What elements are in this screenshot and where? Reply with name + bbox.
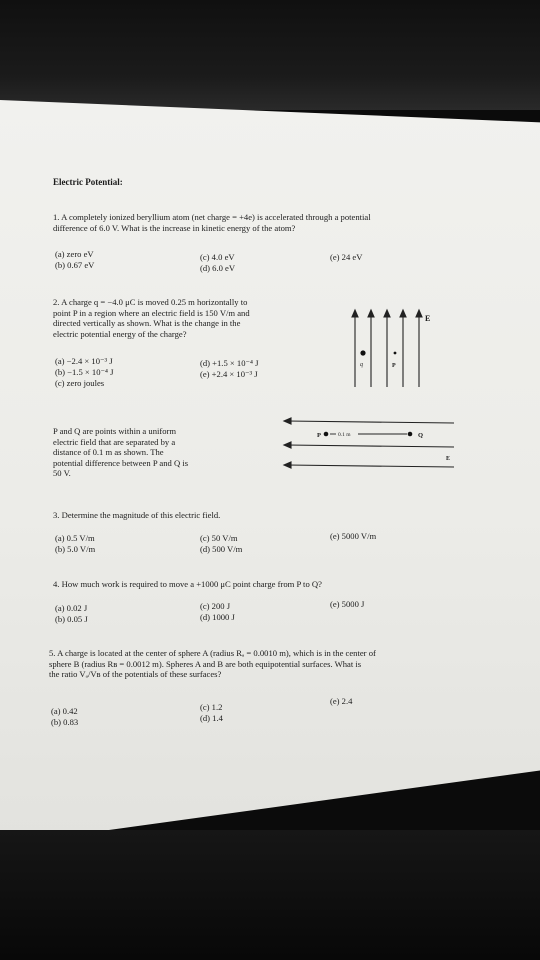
- q5-option-a: (a) 0.42: [51, 706, 78, 716]
- question-4-number: 4.: [53, 579, 60, 589]
- q4-option-c: (c) 200 J: [200, 601, 231, 611]
- question-2-line-4: electric potential energy of the charge?: [53, 328, 187, 339]
- question-5-line-1: A charge is located at the center of sphere A (radius Rₐ = 0.0010 m), which is in the center of: [57, 648, 376, 658]
- q2-field-diagram: [345, 305, 440, 390]
- pq-intro-line-1: P and Q are points within a uniform: [53, 426, 177, 436]
- q4-option-e: (e) 5000 J: [330, 599, 365, 609]
- pq-intro-line-2: electric field that are separated by a: [53, 436, 176, 447]
- q2-option-d: (d) +1.5 × 10⁻⁴ J: [200, 358, 259, 368]
- question-5-line-2: sphere B (radius Rʙ = 0.0012 m). Spheres A and B are both equipotential surfaces. What is: [49, 658, 362, 669]
- pq-field-diagram: [282, 412, 457, 472]
- pq-intro-line-3: distance of 0.1 m as shown. The: [53, 447, 164, 457]
- question-3-number: 3.: [53, 510, 60, 520]
- q1-option-b: (b) 0.67 eV: [55, 260, 95, 270]
- pq-point-p-dot: [324, 432, 329, 437]
- q4-option-b: (b) 0.05 J: [55, 614, 88, 624]
- q2-field-label: E: [425, 314, 431, 323]
- q2-charge-dot: [360, 350, 365, 355]
- q2-option-a: (a) −2.4 × 10⁻³ J: [55, 356, 113, 366]
- pq-p-label: P: [317, 432, 321, 439]
- q5-option-c: (c) 1.2: [200, 702, 223, 712]
- question-2-line-3: directed vertically as shown. What is the change in the: [53, 318, 241, 328]
- q2-point-dot: [394, 352, 397, 355]
- question-3-text: Determine the magnitude of this electric field.: [61, 510, 221, 520]
- q2-option-b: (b) −1.5 × 10⁻⁴ J: [55, 367, 114, 377]
- q1-option-e: (e) 24 eV: [330, 252, 363, 262]
- q5-option-d: (d) 1.4: [200, 713, 223, 723]
- pq-field-label: E: [446, 456, 451, 462]
- question-1: [53, 212, 371, 233]
- question-4-text: How much work is required to move a +1000 μC point charge from P to Q?: [61, 579, 322, 589]
- question-3: [53, 510, 220, 521]
- question-5: [49, 648, 376, 680]
- worksheet-heading: Electric Potential:: [53, 177, 123, 187]
- question-2-number: 2.: [53, 297, 60, 307]
- q4-option-a: (a) 0.02 J: [55, 603, 88, 613]
- q3-option-b: (b) 5.0 V/m: [55, 544, 96, 554]
- q1-option-c: (c) 4.0 eV: [200, 252, 235, 262]
- q2-charge-label: q: [360, 362, 363, 368]
- question-1-number: 1.: [53, 212, 60, 222]
- q1-option-a: (a) zero eV: [55, 249, 94, 259]
- question-2-line-1: A charge q = −4.0 μC is moved 0.25 m horizontally to: [61, 297, 248, 307]
- pq-point-q-dot: [408, 432, 413, 437]
- question-4: [53, 579, 322, 590]
- q3-option-e: (e) 5000 V/m: [330, 531, 377, 541]
- question-1-line-1: A completely ionized beryllium atom (net charge = +4e) is accelerated through a potential: [61, 212, 371, 222]
- question-5-line-3: the ratio Vₐ/Vʙ of the potentials of these surfaces?: [49, 669, 222, 679]
- q2-point-label: P: [392, 363, 396, 369]
- question-2: [53, 297, 250, 339]
- pq-intro: [53, 426, 188, 479]
- q1-option-d: (d) 6.0 eV: [200, 263, 236, 273]
- question-1-line-2: difference of 6.0 V. What is the increase in kinetic energy of the atom?: [53, 222, 296, 233]
- question-5-number: 5.: [49, 648, 56, 658]
- pq-intro-line-4: potential difference between P and Q is: [53, 457, 189, 468]
- q3-option-d: (d) 500 V/m: [200, 544, 243, 554]
- q4-option-d: (d) 1000 J: [200, 612, 235, 622]
- q5-option-e: (e) 2.4: [330, 696, 353, 706]
- q5-option-b: (b) 0.83: [51, 717, 79, 727]
- dark-background-bottom: [0, 830, 540, 960]
- q2-option-e: (e) +2.4 × 10⁻³ J: [200, 369, 258, 379]
- q2-option-c: (c) zero joules: [55, 378, 105, 388]
- q3-option-c: (c) 50 V/m: [200, 533, 238, 543]
- pq-distance-label: 0.1 m: [338, 432, 351, 438]
- pq-q-label: Q: [418, 432, 424, 439]
- question-2-line-2: point P in a region where an electric field is 150 V/m and: [53, 307, 250, 318]
- dark-background-top: [0, 0, 540, 110]
- pq-intro-line-5: 50 V.: [53, 468, 71, 478]
- q3-option-a: (a) 0.5 V/m: [55, 533, 95, 543]
